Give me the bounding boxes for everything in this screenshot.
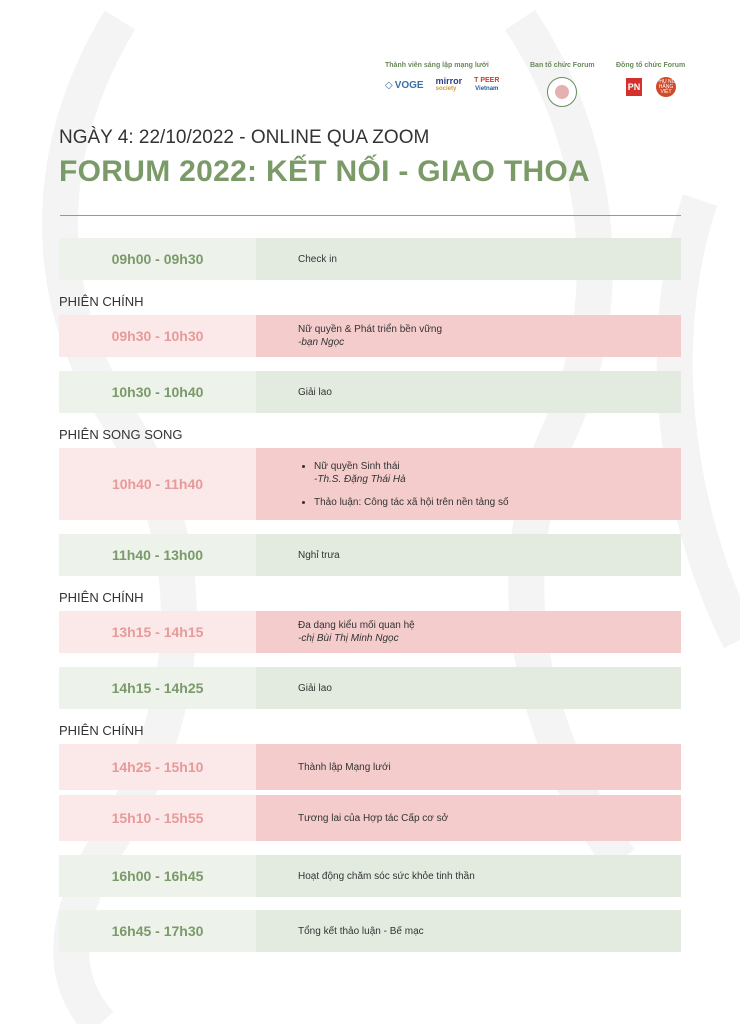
coorganizer-label: Đồng tổ chức Forum <box>616 62 686 69</box>
session-title: Tổng kết thảo luận - Bế mạc <box>298 925 424 937</box>
session-title: Đa dạng kiểu mối quan hệ <box>298 620 415 631</box>
section-label: PHIÊN CHÍNH <box>59 590 144 605</box>
pn-logo: PN <box>626 78 642 96</box>
round-logo: PHỤ NỮ HÀNG VIỆT <box>656 77 676 97</box>
schedule-row <box>59 534 681 576</box>
voge-diamond-icon: ◇ <box>385 79 393 91</box>
voge-logo: ◇ VOGE <box>385 79 424 91</box>
coorganizer-group <box>616 62 685 97</box>
time-slot: 10h30 - 10h40 <box>59 371 256 413</box>
schedule-row <box>59 315 681 357</box>
section-label: PHIÊN CHÍNH <box>59 723 144 738</box>
time-slot: 15h10 - 15h55 <box>59 795 256 841</box>
section-label: PHIÊN SONG SONG <box>59 427 183 442</box>
session-title: Thành lập Mạng lưới <box>298 761 391 773</box>
time-slot: 13h15 - 14h15 <box>59 611 256 653</box>
schedule-row <box>59 795 681 841</box>
schedule-row <box>59 855 681 897</box>
partner-logos <box>360 62 700 112</box>
schedule-row <box>59 238 681 280</box>
schedule-row <box>59 744 681 790</box>
organizer-group <box>530 62 595 107</box>
session-title: Check in <box>298 253 337 265</box>
day-title: NGÀY 4: 22/10/2022 - ONLINE QUA ZOOM <box>59 127 430 148</box>
organizer-seal-icon <box>547 77 577 107</box>
divider <box>60 215 681 216</box>
session-title: Nữ quyền & Phát triển bền vững <box>298 324 443 335</box>
session-title: • Thảo luận: Công tác xã hội trên nền tảng số <box>314 496 509 508</box>
time-slot: 16h45 - 17h30 <box>59 910 256 952</box>
session-title: Nghỉ trưa <box>298 549 340 561</box>
time-slot: 09h30 - 10h30 <box>59 315 256 357</box>
schedule-row <box>59 667 681 709</box>
session-title: Giải lao <box>298 682 332 694</box>
forum-title: FORUM 2022: KẾT NỐI - GIAO THOA <box>59 155 591 188</box>
speaker: -bạn Ngọc <box>298 337 345 348</box>
mirror-logo: mirror society <box>435 76 463 92</box>
section-label: PHIÊN CHÍNH <box>59 294 144 309</box>
session-title: Giải lao <box>298 386 332 398</box>
founding-members-label: Thành viên sáng lập mạng lưới <box>385 62 489 69</box>
speaker: -chị Bùi Thị Minh Ngọc <box>298 633 399 644</box>
schedule-row <box>59 371 681 413</box>
time-slot: 14h15 - 14h25 <box>59 667 256 709</box>
time-slot: 11h40 - 13h00 <box>59 534 256 576</box>
schedule-row <box>59 448 681 520</box>
schedule-row <box>59 611 681 653</box>
organizer-label: Ban tổ chức Forum <box>530 62 595 69</box>
time-slot: 14h25 - 15h10 <box>59 744 256 790</box>
speaker: -Th.S. Đặng Thái Hà <box>314 473 406 485</box>
list-item <box>314 461 681 485</box>
session-title: • Nữ quyền Sinh thái <box>314 460 400 472</box>
time-slot: 10h40 - 11h40 <box>59 448 256 520</box>
schedule-row <box>59 910 681 952</box>
founding-members-group <box>385 62 499 93</box>
session-title: Hoạt động chăm sóc sức khỏe tinh thần <box>298 870 475 882</box>
time-slot: 16h00 - 16h45 <box>59 855 256 897</box>
session-list <box>298 461 681 508</box>
topeer-logo: T PEER Vietnam <box>474 77 500 92</box>
session-title: Tương lai của Hợp tác Cấp cơ sở <box>298 812 449 824</box>
time-slot: 09h00 - 09h30 <box>59 238 256 280</box>
list-item <box>314 497 681 508</box>
